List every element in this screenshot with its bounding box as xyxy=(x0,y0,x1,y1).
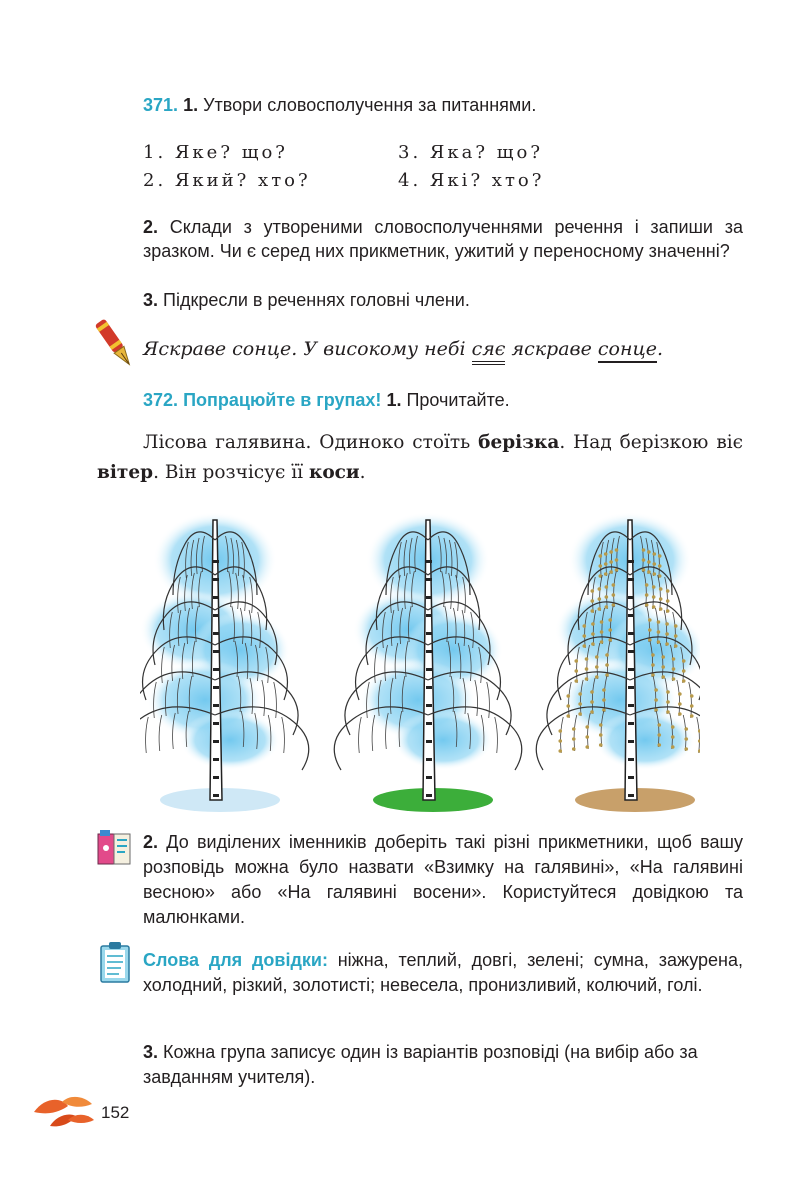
help-words-list: ніжна, теплий, довгі, зелені; сумна, зажурена, холодний, різкий, золотисті; невесела, пронизливий, колючий, голі. xyxy=(143,950,743,995)
ex371-task1-number: 1. xyxy=(183,95,199,115)
fountain-pen-icon xyxy=(92,313,138,375)
sample-sentence-a: Яскраве сонце. xyxy=(143,338,298,360)
page-number: 152 xyxy=(101,1103,130,1122)
ex371-task3 xyxy=(143,288,743,312)
ex372-task2 xyxy=(143,830,743,930)
ex372-task3 xyxy=(143,1040,743,1090)
reading-text-part-2: . Над берізкою віє xyxy=(559,432,744,453)
sample-subject: сонце xyxy=(598,338,657,363)
ex371-task3-number: 3. xyxy=(143,290,159,310)
question-1: 1. Яке? що? xyxy=(143,142,288,163)
reading-text-part-3: . Він розчісує її xyxy=(153,462,309,483)
ex371-task2 xyxy=(143,215,743,263)
question-2: 2. Який? хто? xyxy=(143,170,311,191)
reading-text-part-1: Лісова галявина. Одиноко стоїть xyxy=(143,432,479,453)
ex372-task2-number: 2. xyxy=(143,832,159,852)
ex371-task1-text: Утвори словосполучення за питаннями. xyxy=(203,95,537,115)
spring-birch xyxy=(334,512,522,812)
question-4: 4. Які? хто? xyxy=(398,170,545,191)
ex372-task3-text: Кожна група записує один із варіантів розповіді (на вибір або за завданням учителя). xyxy=(143,1042,698,1087)
sample-sentence-c: яскраве xyxy=(505,338,598,360)
autumn-birch xyxy=(536,512,700,812)
ex372-task2-text: До виділених іменників доберіть такі різні прикметники, щоб вашу розповідь можна було назвати «Взимку на галявині», «На галявині весною» або «На галявині восени». Користуйтеся довідкою та малюнками. xyxy=(143,832,743,927)
help-words xyxy=(143,948,743,998)
sample-sentence-end: . xyxy=(657,338,664,360)
winter-birch xyxy=(140,512,309,812)
sample-predicate: сяє xyxy=(472,338,506,365)
ex371-task2-number: 2. xyxy=(143,217,159,237)
ex372-task1-number: 1. xyxy=(386,390,402,410)
book-icon xyxy=(95,828,135,870)
ex371-number: 371. xyxy=(143,95,179,115)
ex372-title: Попрацюйте в групах! xyxy=(183,390,382,410)
reading-text xyxy=(97,428,743,488)
ex372-task1-text: Прочитайте. xyxy=(406,390,510,410)
ex371-task2-text: Склади з утвореними словосполученнями речення і запиши за зразком. Чи є серед них прикметник, ужитий у переносному значенні? xyxy=(143,217,743,261)
reading-text-part-4: . xyxy=(359,462,366,483)
keyword-viter: вітер xyxy=(97,462,154,483)
leaf-ornament-icon xyxy=(32,1094,96,1130)
sample-sentence-b: У високому небі xyxy=(303,338,472,360)
question-3: 3. Яка? що? xyxy=(398,142,544,163)
ex371-header xyxy=(143,93,743,117)
keyword-berizka: берізка xyxy=(478,432,560,453)
ex372-header xyxy=(143,388,743,412)
birch-trees-illustration xyxy=(140,500,700,820)
ex371-task3-text: Підкресли в реченнях головні члени. xyxy=(163,290,470,310)
ex372-task3-number: 3. xyxy=(143,1042,159,1062)
clipboard-icon xyxy=(97,940,135,986)
sample-sentence xyxy=(143,338,663,360)
help-words-label: Слова для довідки: xyxy=(143,950,328,970)
keyword-kosy: коси xyxy=(308,462,360,483)
ex372-number: 372. xyxy=(143,390,179,410)
